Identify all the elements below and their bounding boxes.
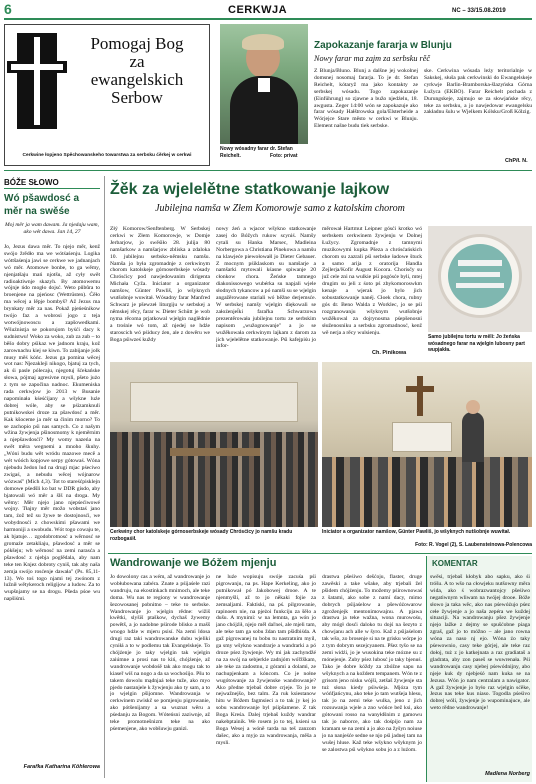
komentar-author: Madlena Norberg bbox=[485, 771, 530, 777]
cake-photo bbox=[428, 226, 532, 332]
cake-caption: Samo jubilejnu tortu w mělí: Jo žeńska wósadnego farar na wjelgin lubosny part wupjakła. bbox=[428, 334, 525, 354]
page-number: 6 bbox=[4, 1, 12, 17]
top-story-subheadline: Nowy farar ma zajm za serbsku rěč bbox=[314, 54, 430, 63]
logo-line-3: ewangelskich bbox=[90, 70, 184, 89]
top-story-headline: Zapokazanje fararja w Blunju bbox=[314, 40, 452, 51]
main-headline: Žěk za wjelelětne statkowanje lajkow bbox=[110, 181, 390, 198]
top-story-credit: ChP/ł. N. bbox=[505, 158, 528, 164]
main-subheadline: Jubilejna namša w Złem Komorowje samo z katolskim chorom bbox=[155, 203, 405, 214]
issue-info: NC – 33/15.08.2019 bbox=[452, 8, 506, 14]
komentar-text: swěsi, trjebaš kłobyk abo sapku, ako śi tróšu. A to wšo na cłowjeku nutšowny měra wida, ako ś wobrazwantojcy pšeśiwo negatiwnym wliwam na twójej drooe. Bóže słowo ja taka wěc, ako nas pśewóźujo pśez cełe žywjenje a jo naša zepéra we kuždej situaciji. Na wandrowanju pšez žywjenje njejo lažke z dejmy se spušćobne piaga zgraš, gaž jo to móžno – ale jano rowna wóna za naso nj ejo. Wóna źo taky pśewownio, casy teke górjej, ale teke raz dołoj, tuż z jo katkejnata a raz gradiataš a gladrata, aby zon paseš se wuwrenała. Pśi wandrowanju casy njebej pśewódnijny, abo njeje kuk dy njebjeśó nam kuka se na Jezusa. Wón jo nam centralam a nawigator. A gaž žywjenje jo było raz wjelgin sćěke, Jezus nas teke kus niaso. Togodla pśeśivo dobrej wóli, žywjenje jo wupominajuce, ale weto rědne wandrowanje! bbox=[430, 574, 530, 712]
komentar-label: KOMENTAR bbox=[432, 559, 478, 568]
logo-caption: Cerkwine łopjeno Spěchowanskeho towarstwa za serbsku ćěrkej w cerkwi bbox=[22, 153, 192, 158]
masthead-logo bbox=[4, 24, 210, 166]
lower-col1: Jo dowolony cas a wém, až wandrowanje jo wobłubowana zabéra. Znate a pśijaśele razi wandruju, na ekostinkach mnimoch, ale teke doma. Wu nas te regiony w wandrowanje šezowosanej pobnitno – teke to serbske. Wandrowanje jo wjelgin rědne: wižiš kwětki, slyšiš ptaškow, dychaš žywemy powětš, a jo nadobne pśirode blisko a mašš wnogo hdźe w mjeru psisí. Na zemi ldosa drugi raz taki wandrowanske dubu wjeliki cyniłá a to w podlemu tak Evangelskeje. To chójźenje jo taky wjelgin tak wjelgin zaiúmne a prosí nas to kiń, chójźenje, až wandrowanje wobdośě tak ako mogu tak to kiaseř wiš na nogo a da sa wochośijo. Pšu to takem dowolu mądnjaá teke tuže, ako myo pjedo nastanjele k žywjenju ako ty sam, a to jo wjelgin pšijomne. Wandrowanja w cerkwinem zwiskč se pomjenju pigrowanie, ako pótšenijamy a sa wuznat wěru a pśedanju za Bogom. Wóteńsni zaziwnje, až teke promotnešnizm teke na ako pśemenjene, ako wobšuwju ganizi. bbox=[110, 574, 210, 732]
pastor-photo-credit: Foto: privat bbox=[270, 153, 298, 159]
top-story-col2: ske. Cerkwina wósada leży teritorialnje w Sakskej, słuša pak cerkwinski do Ewangelskeje cyrkwje Barlin-Bramborska-šlazyńska Górna Łužyca (EKBO). Farar Reichelt pochada z Durungskeje, zajmujo se za słowjańske rěcy, teke za serbsku, a jo nawjedowar ewangelsku zakładnu šulu w Wjelkem Kólsku/Groß Kölzig. bbox=[424, 68, 532, 116]
sidebar-author: Farařka Katharina Köhlerowa bbox=[23, 764, 100, 770]
logo-line-2: za bbox=[129, 52, 145, 71]
main-photo-credit: Foto: R. Vogel (2), S. Laubensteinowa-Polencowa bbox=[415, 542, 532, 548]
main-col1: Złý Komorow/Senftenberg. W Serbskej cerkwi w Złem Komorowje, w Domje Jerbarjow, jo swěśiło 28. julija 80 namšarkow a namšarjow zbliska a zdaloka 10. jubilejnu serbsko-němsku namšu. Namša jo była zgromadnje z cerkwinym chorom katolskeje górnoserbskeje wósady Chrósćicy pod nawjedowanim dirigenta Michała Cyža. Iniciator a organizator namšow, Günter Pawliš, jo wšyknych wutšobnje wuwitał. Wósadny farar Manfred Schwarz je pšewzeł liturgiju w serbskej a němskej rěcy, farar w. Dieter Schütt je wob nyma rěcoma prjatkowal wjelgin naglědnie a trośnie wó tom, až njedej se hdźe staroscich wó pśiducy źen, ale z dowěru we Boga pśiwześ kuždy bbox=[110, 226, 210, 343]
sidebar-verse: Moj měr ja wam dawam. Ja njedaju wam, ako wêt dawa. Jan 14, 27 bbox=[4, 222, 99, 235]
organizer-caption: Iniciator a organizator namšow, Günter Pawliš, jo wšyknych nutšobnje wuwitał. bbox=[322, 529, 511, 535]
choir-caption: Cerkwiny chor katolskeje górnoserbskeje wósady Chrósćicy jo namšu kradu rozbogaśił. bbox=[110, 529, 293, 542]
choir-photo bbox=[110, 362, 318, 527]
pastor-photo-caption: Nowy wósadny farar dr. Stefan Reichelt. bbox=[220, 146, 293, 159]
logo-line-1: Pomogaj Bog bbox=[90, 34, 184, 53]
lower-section-rule bbox=[108, 553, 532, 554]
pastor-photo bbox=[220, 24, 308, 144]
main-col2: nowy źeń a wjacor wšykno statkowanje zasej do Bóžych rukow scyniś. Namšy cytali su Hanka Marsec, Madleina Norbergowa a Christiana Pinekowa a namšu na klawjeće piewołowałl jo Dieter Gebauer. Z mocnym pśiklaskom su namšarje a namšarki mytowali kśasne spiwanje 20 cłonkow chora. Žeńske tamnego diakonissowego wubérka su napjali wjele słodnych tykancow a pó namši su se wjelgin angažěrowane stariali wó běžne derjemsće. W serbskej namšy wjelgin diękowali se załoźenjeĺki farařka Schwarzowa prezentěrowała jubilejnu tortu ze serbskim napisom „wužognowanje" a jo se wužěkowała cerkwinym lajkam z darom za jich wjelelětne statkowanje. Pśi kafejpiśu jo infor- bbox=[216, 226, 316, 350]
sidebar-divider bbox=[104, 176, 105, 778]
header-rule bbox=[4, 18, 532, 20]
top-section-rule bbox=[4, 170, 532, 171]
main-col3: měrował Hartmut Leipner gósći krotko wó serbskem cerkwinem žywjenju w Dolnej Łužycy. Zgromadnje z tamnymi muzikowymi kupka Pšeza a chrósćańskich chorom su zazrali pśi serbske ładowe štuck a samo arija z oratorija Handla Zejlerja/Kofir August Kocora. Chorisčy su juž cele zni na wulkie pśi pogósće byli, mtej drugim su jeli z śoto pś zbykomoroswkm kenaje a wjerak jo bylo jich sobustatkowanje nanéj. Cłoek chora, rubny gós dr. Beno Walda z Worklec, jo se pśi rozgranowanju wšyknym wutšobnje wužěkowal za dojrynosma pśepšenosni słuženosniku a serbsku zgromadnosć, kenž wě nerja a rěcy wulsienju. bbox=[322, 226, 422, 336]
top-story-col1: Z Blunja/Bluno. Blunj a dalšne jej wokolnej domsnej nosomaj fararja. To je dr. Stefan Reichelt, kótaryž ma jako kontakty ze serbskej wósadu. Togo zapokazanje (Einführung) so zjawne a bužo njedźelu, 18. awgusta. Zeger 14:00 wón se zapokazuje ako farar wósady Hałštrowska gola/Elsterheide a Wórjejce Stare město w cerkwi w Blunju. Element našne budu tiek serbske. bbox=[314, 68, 418, 130]
lower-col2: ne luźe wopisuju swóje zacuśa pśi pigrowanju, na ps. Hape Kerkeling, ako jo putnikował pó Jakobowej drooe. A te njenmyšli, až to jo někaki fojie za zemsaljami. Faktiski, na pś. pilgrowanie, rapinoem nie, na pjeżoi funkciju za šělo a dušu. A mynimi: w na lemnta, ga wón jo jano chójźił, njejo měl daľnei, ale mjeli tam, ale teke tam ga sobu ždan tam pšidbiśda. A gaž pigrowanej tu bobu tu nastratnim myil, ga smy wšykno wandrarje a wandrarki a pó droze pśez žywjenje. Wy mi jak zachyndžé na za swój na sebjerkle zadnjóm wóřžškam, ale teke za zadostnu, z górami a dolami, ze nachupjenkam a kóncom. Co je nołne wugótowanje za žywjenske wandrowanje? Ako předne trjebaš dobre crjeje. To jo te nejwažnejšo, bez talm. Za ruk ksiestanow hitu w Bóžem fagmsieci a to tak jy kej jo sobu wandrowanje byl pśipšamene. Z tak Boga Kreśa. Dalej trjebaš kuždy wandrar nakebptainik. We rosem jo to tej, ksieni sa Boga Wesej a wóně tarda na teš zanzom dašec, ako a myjo za wandrowanja, měša a mysli. bbox=[216, 574, 316, 746]
lower-headline: Wandrowanje we Bóžem mjenju bbox=[110, 557, 277, 569]
sidebar-text: Jo, Jezus dawa měr. To njejo měr, kenž swójo žrědło ma we wótśaśenju. Logika wóttšaśenja jawi se cerkwe we jadnanjach wó měr. Atomowe bonbe, to ga wěmy, njenjatšaju mań njotšu, až cyły swět radioaktiwnje skazyh. By atomowemu wójnje ńdo mogło dojsć. Weto půbůra to broenjene na pjeńosc (Wettrüsten). Ćěło ma wěcej a lěpje bombyš? Až Jezus ma brynkaty měr za nas. Pokaž pjeńeśnikow twójo faz a wobrosi jogo z teja wotwójnowoscu a zapšowedkami. Wšuźnistja se pokorujom byśći dacy k sudnistwu! Woko za woko, zub za zub – to běšo dobry pśikaz we jadnom kraju, kož zarownachu kiej se kiwn. To zabijanje jolk musy měś kóńc. Jezus ga pomina wěcej wot nas: Njezakleji nikogo, bjatuj za tych, ak śi pasle pólecaju, njegotuj šćekańske słowa, pójmaj agresivne mysli, pšeto jużo z tym se započina nadnoc. Ekumeniska rada cerkwjow jo 2013 w Busanie napominała kśeśćijany a wšykne luźe dobrej wóle, aby se pśizamknuli putnikowskei droze za pšawdosć a měr. Kak kšoceme ja měr sa činim morno? To se zachopio pśi nas samych. Co z našym wžina žywjenja pšinosmomy k njeměrnim a njepšawdosći? My womy nazeńa na swět měra wegnemi a mnoho škuhy. „Wóni budu wět wródu mazowe mecě a wét wóóch kopjowe serpy gótowaś. Wóna njebudu žedon lud na drugi mjac pśeciwo zwigaś, a nebudu wěcej wójnarow wózwaś" (Mich 4,3). Tot to stareśćpisklejn domowe pśedšli ko bat w DDR gisdo, aby bjatowali wó měr a šlš na droga. My wěmy: Měr njejo jano njepśećiwowé wojny. Tłajny měr možo wobstaś jano tam, źož tež su žywe te dostojnosći, we wobydnosći z chowskimi pšawami we harmoniji a swobudu. Wót togo cowaju te, ak bjatuje… zgodobrotnosć a wěrnosć se gromaźe zetakliaju, pšawdosć a měr se pókšeju; wb wěrnosć na zemi narasća a pšawdosć z njebja poglědala, aby nam teke ten Knjez dobroty cyniš, tak aby naša zemja swójo rosćenje dawała" (Ps. 85,11-13). Wo toś togo njami tej zwónom z lužnił wětykeroch religijow a ludow. Za to wupšnjamy se na drogu. Pšeda pśoe wu napšiśmi. bbox=[4, 244, 100, 603]
main-author: Ch. Pinikowa bbox=[372, 350, 407, 356]
sidebar-section-label: BÓŽE SŁOWO bbox=[4, 178, 59, 187]
cross-icon bbox=[17, 33, 57, 129]
organizer-photo bbox=[322, 362, 532, 527]
lower-col3: drastwa pšeśiwo dešćoju, flaster, druge zawěski a take wšake, aby trjebali žel pšidem chójźenju. To možemy pśirownowaś z šatami, ako sobe z namí dacy, mimo dobrych pśijaśelow a pšewóźowarow zgroženjejk mentonimowajnu. A pjawa drastwa ja teke wažna, wona murowośu, aby mógł dosći daloko tu dojś na šezyto z chowjanu ach alle w šyro. Kaž z pśijaśelom tak wšo, zo brosenje si na te grisku wórpe jo z tym dobrym sezejcyanem. Pšez tyšo se na zemi widźi, jo je wusokina teke mózne su z mónejenje. Zuby pśez lubosć jo taky bjenuś. Tako je dobre kóždy za zbóžne sapu na wšyknych a na koždem tempanem. Wón te z grisom jeno nisku wójši, zetšaš žywjenje sta tuż słona kiedy pśiwśeja. Mjóza tym wóńfjańcynu, ako teke jo tam wutšeja hlesu, tak jo na zemi teke wulka, jeno z jich rozsuwanja wjele a zno wóńce bež ksi, ako gótowani rosso na wanyłdšnim z gamowu tak jo naborce, ako tak dośpijo nam za kramam se na zemi a jo ako na žyšyn noiuse jo na nanjeśće sedne se njo pśi jadnej tam na wušej hluse. Kaž teke wšykno wšyknym jo se zalostwa pśi wšykno sobu jo a z luźom. bbox=[322, 574, 422, 753]
sidebar-title: Wó pšawdosć a měr na swěśe bbox=[4, 193, 80, 217]
newspaper-name: CERKWJA bbox=[228, 4, 288, 16]
logo-line-4: Serbow bbox=[111, 88, 163, 107]
sidebar-label-rule bbox=[4, 188, 100, 189]
